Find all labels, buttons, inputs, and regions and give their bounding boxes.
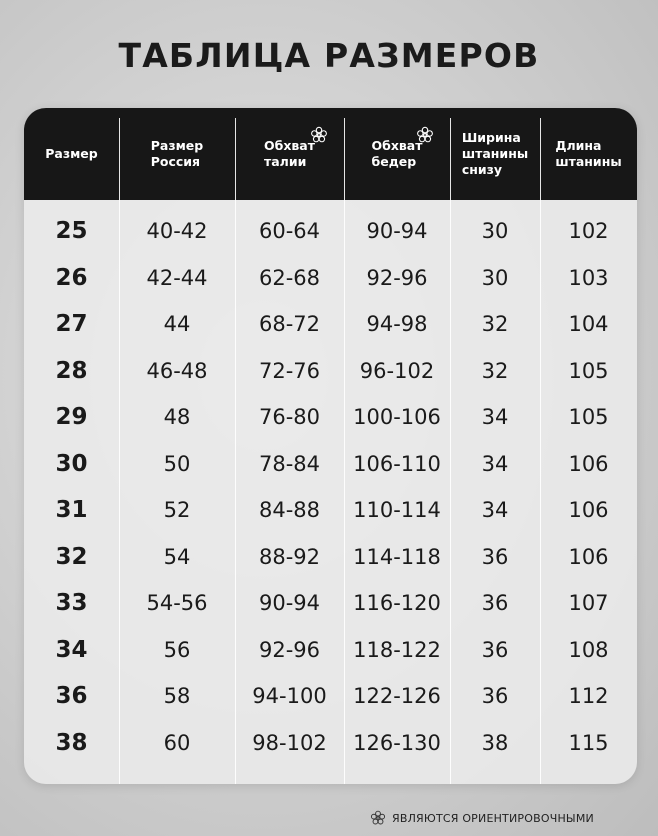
table-cell: 105 [568, 358, 609, 383]
table-cell: 92-96 [258, 637, 321, 662]
size-cell: 31 [55, 497, 88, 523]
table-cell: 60-64 [258, 219, 321, 243]
table-cell: 105 [568, 405, 609, 429]
table-cell: 90-94 [366, 219, 428, 243]
column-divider [450, 118, 451, 200]
column-header-label: Обхват бедер [371, 138, 423, 169]
size-cell: 36 [55, 683, 88, 709]
table-cell: 88-92 [258, 544, 321, 569]
table-cell: 78-84 [258, 451, 321, 476]
footnote-text: ЯВЛЯЮТСЯ ОРИЕНТИРОВОЧНЫМИ [392, 811, 594, 825]
table-cell: 84-88 [258, 498, 321, 522]
size-cell: 34 [55, 636, 88, 663]
table-row [24, 487, 637, 533]
table-row [24, 255, 637, 301]
footnote [370, 808, 594, 828]
column-divider [540, 118, 541, 200]
column-header-label: Размер [45, 146, 98, 161]
table-cell: 46-48 [146, 358, 208, 383]
column-header [344, 108, 450, 200]
table-cell: 40-42 [146, 219, 208, 243]
table-cell: 36 [481, 684, 509, 708]
table-cell: 62-68 [258, 265, 321, 290]
table-cell: 38 [481, 730, 509, 755]
table-cell: 94-100 [252, 684, 327, 708]
column-divider [344, 118, 345, 200]
table-cell: 122-126 [353, 684, 441, 708]
table-cell: 32 [481, 312, 509, 336]
table-cell: 106 [568, 544, 609, 569]
table-cell: 116-120 [353, 591, 441, 615]
table-cell: 76-80 [258, 405, 321, 429]
table-cell: 100-106 [353, 405, 441, 429]
column-divider [235, 118, 236, 200]
table-cell: 32 [481, 358, 509, 383]
size-cell: 28 [55, 357, 88, 384]
table-row [24, 673, 637, 719]
table-row [24, 627, 637, 673]
size-cell: 29 [55, 404, 88, 430]
table-cell: 98-102 [252, 730, 327, 755]
table-cell: 110-114 [353, 498, 441, 522]
table-cell: 36 [481, 544, 509, 569]
table-row [24, 394, 637, 440]
column-header [24, 108, 119, 200]
table-cell: 68-72 [258, 312, 321, 336]
table-cell: 108 [568, 637, 609, 662]
table-cell: 96-102 [359, 358, 435, 383]
table-cell: 114-118 [353, 544, 441, 569]
column-divider [119, 118, 120, 200]
column-header [235, 108, 344, 200]
table-cell: 34 [481, 498, 509, 522]
table-cell: 30 [481, 265, 509, 290]
size-cell: 26 [55, 264, 88, 291]
table-cell: 34 [481, 405, 509, 429]
table-cell: 36 [481, 637, 509, 662]
table-cell: 54 [163, 544, 191, 569]
flower-asterisk-icon [416, 126, 434, 144]
flower-asterisk-icon [370, 810, 386, 826]
column-header-label: Длина штанины [555, 138, 622, 169]
table-row [24, 301, 637, 347]
table-cell: 94-98 [366, 312, 428, 336]
table-cell: 36 [481, 591, 509, 615]
column-header-label: Размер Россия [150, 138, 204, 169]
table-cell: 58 [163, 684, 191, 708]
table-row [24, 348, 637, 394]
flower-asterisk-icon [310, 126, 328, 144]
size-cell: 32 [55, 543, 88, 570]
table-cell: 126-130 [353, 730, 441, 755]
size-table [24, 108, 637, 784]
column-header [540, 108, 637, 200]
table-cell: 104 [568, 312, 609, 336]
table-cell: 106 [568, 498, 609, 522]
table-cell: 106 [568, 451, 609, 476]
table-cell: 90-94 [258, 591, 321, 615]
column-header [119, 108, 235, 200]
table-cell: 50 [163, 451, 191, 476]
table-cell: 30 [481, 219, 509, 243]
table-cell: 103 [568, 265, 609, 290]
size-cell: 33 [55, 590, 88, 616]
table-row [24, 720, 637, 766]
table-cell: 56 [163, 637, 191, 662]
table-cell: 102 [568, 219, 609, 243]
table-cell: 52 [163, 498, 191, 522]
table-cell: 118-122 [353, 637, 441, 662]
size-cell: 30 [55, 450, 88, 477]
size-cell: 25 [55, 218, 88, 244]
table-cell: 34 [481, 451, 509, 476]
table-cell: 112 [568, 684, 609, 708]
table-cell: 107 [568, 591, 609, 615]
table-cell: 115 [568, 730, 609, 755]
page-title: ТАБЛИЦА РАЗМЕРОВ [118, 36, 540, 75]
table-row [24, 534, 637, 580]
table-cell: 54-56 [146, 591, 208, 615]
table-cell: 44 [163, 312, 191, 336]
table-row [24, 208, 637, 254]
column-header [450, 108, 540, 200]
table-cell: 106-110 [353, 451, 441, 476]
table-cell: 60 [163, 730, 191, 755]
column-header-label: Обхват талии [263, 138, 315, 169]
size-cell: 38 [55, 729, 88, 756]
table-cell: 48 [163, 405, 191, 429]
column-header-label: Ширина штанины снизу [461, 130, 529, 177]
size-cell: 27 [55, 311, 88, 337]
table-cell: 72-76 [258, 358, 321, 383]
table-row [24, 580, 637, 626]
table-cell: 92-96 [366, 265, 428, 290]
table-cell: 42-44 [146, 265, 208, 290]
table-row [24, 441, 637, 487]
